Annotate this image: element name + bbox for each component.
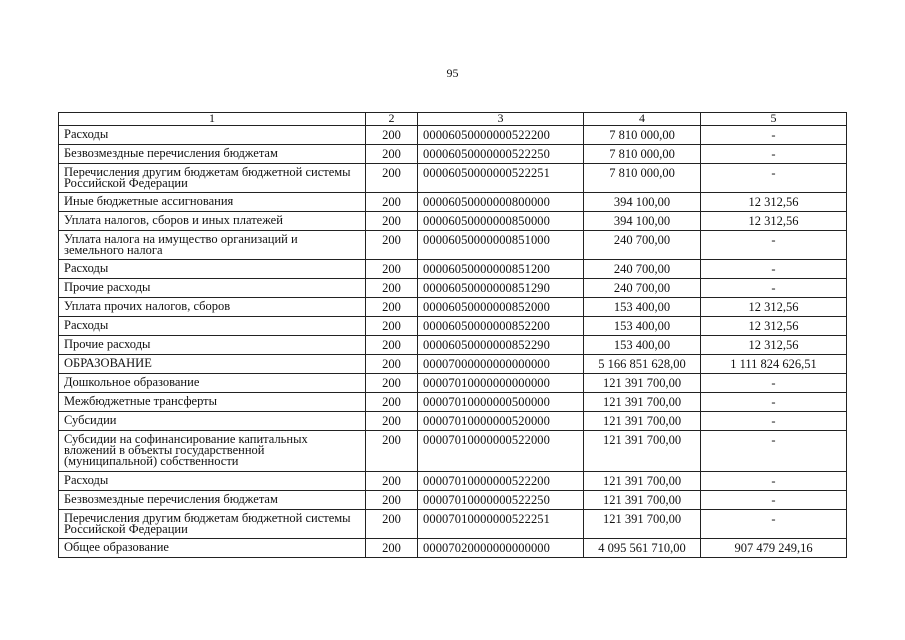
table-row xyxy=(59,193,847,212)
cell-text: 240 700,00 xyxy=(613,281,671,295)
cell-text: - xyxy=(771,166,776,180)
cell-text: Субсидии xyxy=(64,413,117,427)
cell-text: 200 xyxy=(382,414,401,428)
cell-text: 200 xyxy=(382,493,401,507)
cell-text: 12 312,56 xyxy=(748,195,799,209)
row-kbk-cell xyxy=(418,393,584,412)
cell-text: 200 xyxy=(382,195,401,209)
cell-text: 7 810 000,00 xyxy=(609,147,675,161)
cell-text: Межбюджетные трансферты xyxy=(64,394,218,408)
row-col4-cell xyxy=(584,472,701,491)
column-header: 2 xyxy=(366,113,418,126)
row-name-cell xyxy=(59,164,366,193)
row-col4-cell xyxy=(584,355,701,374)
table-header-row xyxy=(59,113,847,126)
cell-text: 121 391 700,00 xyxy=(602,414,682,428)
row-name-cell xyxy=(59,336,366,355)
cell-text: 200 xyxy=(382,433,401,447)
cell-text: Прочие расходы xyxy=(64,337,151,351)
cell-text: 12 312,56 xyxy=(748,338,799,352)
cell-text: 153 400,00 xyxy=(613,319,671,333)
cell-text: Перечисления другим бюджетам бюджетной системы Российской Федерации xyxy=(64,511,351,536)
cell-text: 00007010000000000000 xyxy=(423,376,550,390)
cell-text: Уплата прочих налогов, сборов xyxy=(64,299,231,313)
row-name-cell xyxy=(59,126,366,145)
cell-text: 00007010000000522000 xyxy=(423,433,550,447)
cell-text: 200 xyxy=(382,512,401,526)
cell-text: Дошкольное образование xyxy=(64,375,200,389)
row-col5-cell xyxy=(701,510,847,539)
cell-text: 00006050000000851290 xyxy=(423,281,550,295)
cell-text: 200 xyxy=(382,128,401,142)
row-code-cell xyxy=(366,193,418,212)
row-col5-cell xyxy=(701,355,847,374)
cell-text: 200 xyxy=(382,166,401,180)
column-header: 3 xyxy=(418,113,584,126)
cell-text: Расходы xyxy=(64,127,109,141)
cell-text: 121 391 700,00 xyxy=(602,474,682,488)
row-code-cell xyxy=(366,126,418,145)
row-code-cell xyxy=(366,336,418,355)
cell-text: - xyxy=(771,512,776,526)
row-col5-cell xyxy=(701,193,847,212)
cell-text: 00007010000000522200 xyxy=(423,474,550,488)
cell-text: 153 400,00 xyxy=(613,338,671,352)
cell-text: 5 166 851 628,00 xyxy=(598,357,686,371)
row-col5-cell xyxy=(701,317,847,336)
cell-text: 200 xyxy=(382,376,401,390)
row-name-cell xyxy=(59,298,366,317)
cell-text: - xyxy=(771,493,776,507)
cell-text: - xyxy=(771,376,776,390)
row-col5-cell xyxy=(701,336,847,355)
row-code-cell xyxy=(366,279,418,298)
row-kbk-cell xyxy=(418,336,584,355)
table-row xyxy=(59,279,847,298)
table-row xyxy=(59,317,847,336)
cell-text: 200 xyxy=(382,214,401,228)
row-name-cell xyxy=(59,212,366,231)
cell-text: 1 111 824 626,51 xyxy=(730,357,817,371)
cell-text: - xyxy=(771,233,776,247)
cell-text: - xyxy=(771,474,776,488)
cell-text: - xyxy=(771,262,776,276)
cell-text: 121 391 700,00 xyxy=(602,376,682,390)
row-kbk-cell xyxy=(418,212,584,231)
row-code-cell xyxy=(366,510,418,539)
row-kbk-cell xyxy=(418,145,584,164)
row-name-cell xyxy=(59,510,366,539)
row-col4-cell xyxy=(584,393,701,412)
row-col5-cell xyxy=(701,431,847,472)
row-code-cell xyxy=(366,145,418,164)
table-row xyxy=(59,126,847,145)
row-name-cell xyxy=(59,472,366,491)
cell-text: 00006050000000851200 xyxy=(423,262,550,276)
row-col4-cell xyxy=(584,231,701,260)
row-col4-cell xyxy=(584,279,701,298)
table-row xyxy=(59,539,847,558)
row-col4-cell xyxy=(584,193,701,212)
column-header: 4 xyxy=(584,113,701,126)
row-name-cell xyxy=(59,231,366,260)
row-code-cell xyxy=(366,260,418,279)
cell-text: Уплата налога на имущество организаций и земельного налога xyxy=(64,232,298,257)
cell-text: Безвозмездные перечисления бюджетам xyxy=(64,146,278,160)
cell-text: Иные бюджетные ассигнования xyxy=(64,194,234,208)
row-code-cell xyxy=(366,431,418,472)
row-col5-cell xyxy=(701,145,847,164)
cell-text: - xyxy=(771,433,776,447)
row-kbk-cell xyxy=(418,126,584,145)
cell-text: 12 312,56 xyxy=(748,214,799,228)
table-row xyxy=(59,336,847,355)
cell-text: - xyxy=(771,281,776,295)
row-code-cell xyxy=(366,298,418,317)
row-col5-cell xyxy=(701,393,847,412)
table-row xyxy=(59,393,847,412)
row-col4-cell xyxy=(584,164,701,193)
row-code-cell xyxy=(366,374,418,393)
row-code-cell xyxy=(366,355,418,374)
row-col5-cell xyxy=(701,374,847,393)
row-col4-cell xyxy=(584,374,701,393)
cell-text: - xyxy=(771,147,776,161)
row-col4-cell xyxy=(584,212,701,231)
table-row xyxy=(59,164,847,193)
row-col5-cell xyxy=(701,472,847,491)
row-name-cell xyxy=(59,260,366,279)
cell-text: Безвозмездные перечисления бюджетам xyxy=(64,492,278,506)
cell-text: 394 100,00 xyxy=(613,214,671,228)
row-col5-cell xyxy=(701,231,847,260)
row-col4-cell xyxy=(584,412,701,431)
row-name-cell xyxy=(59,374,366,393)
cell-text: 00007010000000500000 xyxy=(423,395,550,409)
cell-text: 12 312,56 xyxy=(748,319,799,333)
row-col5-cell xyxy=(701,412,847,431)
row-code-cell xyxy=(366,212,418,231)
row-name-cell xyxy=(59,317,366,336)
cell-text: 200 xyxy=(382,357,401,371)
cell-text: 121 391 700,00 xyxy=(602,433,682,447)
table-row xyxy=(59,412,847,431)
cell-text: 12 312,56 xyxy=(748,300,799,314)
table-row xyxy=(59,491,847,510)
row-col5-cell xyxy=(701,279,847,298)
row-kbk-cell xyxy=(418,231,584,260)
cell-text: 240 700,00 xyxy=(613,233,671,247)
cell-text: - xyxy=(771,128,776,142)
row-code-cell xyxy=(366,412,418,431)
cell-text: 4 095 561 710,00 xyxy=(598,541,686,555)
row-kbk-cell xyxy=(418,193,584,212)
row-name-cell xyxy=(59,193,366,212)
row-kbk-cell xyxy=(418,279,584,298)
row-code-cell xyxy=(366,393,418,412)
row-col4-cell xyxy=(584,145,701,164)
row-code-cell xyxy=(366,164,418,193)
cell-text: 121 391 700,00 xyxy=(602,395,682,409)
row-col5-cell xyxy=(701,539,847,558)
cell-text: 200 xyxy=(382,233,401,247)
row-kbk-cell xyxy=(418,374,584,393)
table-row xyxy=(59,374,847,393)
table-row xyxy=(59,298,847,317)
row-col4-cell xyxy=(584,126,701,145)
cell-text: 00007000000000000000 xyxy=(423,357,550,371)
row-col5-cell xyxy=(701,298,847,317)
cell-text: 7 810 000,00 xyxy=(609,128,675,142)
cell-text: 200 xyxy=(382,319,401,333)
cell-text: 00006050000000522200 xyxy=(423,128,550,142)
cell-text: 00006050000000850000 xyxy=(423,214,550,228)
cell-text: 200 xyxy=(382,541,401,555)
column-header: 1 xyxy=(59,113,366,126)
column-header: 5 xyxy=(701,113,847,126)
cell-text: 00006050000000852290 xyxy=(423,338,550,352)
cell-text: 121 391 700,00 xyxy=(602,493,682,507)
cell-text: 200 xyxy=(382,338,401,352)
row-col5-cell xyxy=(701,260,847,279)
cell-text: 00007010000000522251 xyxy=(423,512,550,526)
row-name-cell xyxy=(59,145,366,164)
cell-text: 121 391 700,00 xyxy=(602,512,682,526)
row-kbk-cell xyxy=(418,164,584,193)
row-col5-cell xyxy=(701,491,847,510)
cell-text: 00006050000000522250 xyxy=(423,147,550,161)
cell-text: ОБРАЗОВАНИЕ xyxy=(64,356,152,370)
cell-text: Расходы xyxy=(64,473,109,487)
row-kbk-cell xyxy=(418,355,584,374)
table-row xyxy=(59,472,847,491)
cell-text: 200 xyxy=(382,395,401,409)
cell-text: 153 400,00 xyxy=(613,300,671,314)
cell-text: Расходы xyxy=(64,318,109,332)
table-row xyxy=(59,431,847,472)
cell-text: 240 700,00 xyxy=(613,262,671,276)
row-kbk-cell xyxy=(418,298,584,317)
row-col4-cell xyxy=(584,298,701,317)
cell-text: 00006050000000852200 xyxy=(423,319,550,333)
row-name-cell xyxy=(59,393,366,412)
row-col4-cell xyxy=(584,431,701,472)
row-col4-cell xyxy=(584,336,701,355)
cell-text: - xyxy=(771,395,776,409)
row-kbk-cell xyxy=(418,539,584,558)
cell-text: 907 479 249,16 xyxy=(734,541,813,555)
row-kbk-cell xyxy=(418,472,584,491)
cell-text: 00006050000000851000 xyxy=(423,233,550,247)
row-col5-cell xyxy=(701,126,847,145)
row-name-cell xyxy=(59,355,366,374)
row-name-cell xyxy=(59,431,366,472)
row-col4-cell xyxy=(584,260,701,279)
table-row xyxy=(59,231,847,260)
row-col4-cell xyxy=(584,539,701,558)
cell-text: 200 xyxy=(382,281,401,295)
row-kbk-cell xyxy=(418,317,584,336)
cell-text: 00007020000000000000 xyxy=(423,541,550,555)
cell-text: Субсидии на софинансирование капитальных вложений в объекты государственной (муниципальной) собственности xyxy=(64,432,308,468)
row-code-cell xyxy=(366,317,418,336)
cell-text: 200 xyxy=(382,147,401,161)
table-row xyxy=(59,145,847,164)
row-code-cell xyxy=(366,472,418,491)
cell-text: Расходы xyxy=(64,261,109,275)
cell-text: - xyxy=(771,414,776,428)
page-number: 95 xyxy=(446,66,459,80)
cell-text: Общее образование xyxy=(64,540,169,554)
cell-text: 00006050000000852000 xyxy=(423,300,550,314)
row-col4-cell xyxy=(584,317,701,336)
cell-text: 200 xyxy=(382,474,401,488)
table-row xyxy=(59,510,847,539)
cell-text: 200 xyxy=(382,262,401,276)
table-row xyxy=(59,355,847,374)
row-kbk-cell xyxy=(418,431,584,472)
row-code-cell xyxy=(366,231,418,260)
row-name-cell xyxy=(59,539,366,558)
table-row xyxy=(59,260,847,279)
cell-text: Перечисления другим бюджетам бюджетной системы Российской Федерации xyxy=(64,165,351,190)
row-name-cell xyxy=(59,491,366,510)
row-kbk-cell xyxy=(418,412,584,431)
row-col5-cell xyxy=(701,212,847,231)
cell-text: 00007010000000522250 xyxy=(423,493,550,507)
cell-text: 200 xyxy=(382,300,401,314)
cell-text: 7 810 000,00 xyxy=(609,166,675,180)
row-col4-cell xyxy=(584,510,701,539)
cell-text: Прочие расходы xyxy=(64,280,151,294)
budget-table xyxy=(58,112,847,558)
row-name-cell xyxy=(59,412,366,431)
row-name-cell xyxy=(59,279,366,298)
row-kbk-cell xyxy=(418,491,584,510)
row-kbk-cell xyxy=(418,260,584,279)
row-col4-cell xyxy=(584,491,701,510)
table-row xyxy=(59,212,847,231)
row-kbk-cell xyxy=(418,510,584,539)
cell-text: 00006050000000800000 xyxy=(423,195,550,209)
cell-text: 394 100,00 xyxy=(613,195,671,209)
row-code-cell xyxy=(366,491,418,510)
row-col5-cell xyxy=(701,164,847,193)
row-code-cell xyxy=(366,539,418,558)
cell-text: 00006050000000522251 xyxy=(423,166,550,180)
cell-text: 00007010000000520000 xyxy=(423,414,550,428)
cell-text: Уплата налогов, сборов и иных платежей xyxy=(64,213,283,227)
